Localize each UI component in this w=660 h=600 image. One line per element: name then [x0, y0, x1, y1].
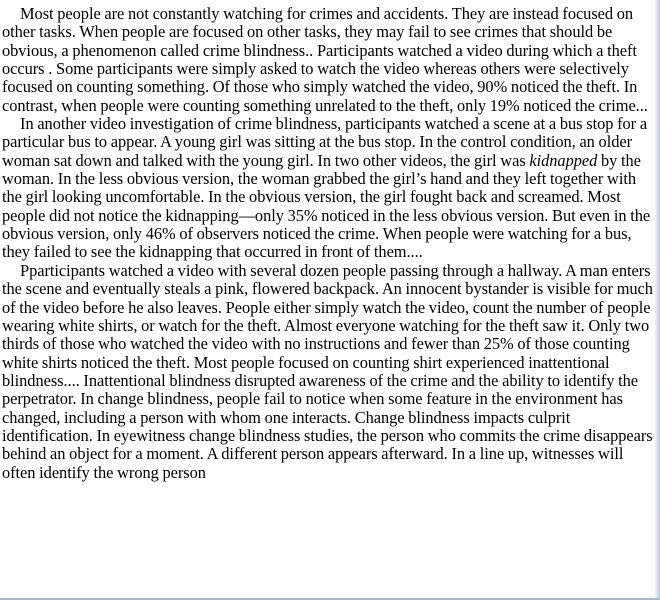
- paragraph-hallway-backpack-theft: [2, 262, 658, 482]
- paragraph-crime-blindness-intro: [2, 5, 658, 115]
- italic-text-run: kidnapped: [529, 150, 598, 170]
- text-run: In another video investigation of crime blindness, participants watched a scene at a bus stop for a particular bus to appear. A young girl was sitting at the bus stop. In the control condition, an older woman sat down and talked with the young girl. In two other videos, the girl was: [2, 114, 648, 170]
- text-run: by the woman. In the less obvious version, the woman grabbed the girl’s hand and they left together with the girl looking uncomfortable. In the obvious version, the girl fought back and screamed. Most people did not notice the kidnapping—only 35% noticed in the less obvious version. But even in the obvious version, only 46% of observers noticed the crime. When people were watching for a bus, they failed to see the kidnapping that occurred in front of them....: [2, 150, 651, 262]
- document-text-body: [2, 5, 658, 482]
- text-run: Most people are not constantly watching for crimes and accidents. They are instead focused on other tasks. When people are focused on other tasks, they may fail to see crimes that should be obvious, a phenomenon called crime blindness.. Participants watched a video during which a theft occurs . Some participants were simply asked to watch the video whereas others were selectively focused on counting something. Of those who simply watched the video, 90% noticed the theft. In contrast, when people were counting something unrelated to the theft, only 19% noticed the crime...: [2, 4, 648, 115]
- window-right-border: [655, 0, 660, 600]
- text-run: Pparticipants watched a video with several dozen people passing through a hallway. A man enters the scene and eventually steals a pink, flowered backpack. An innocent bystander is visible for much of the video before he also leaves. People either simply watch the video, count the number of people wearing white shirts, or watch for the theft. Almost everyone watching for the theft saw it. Only two thirds of those who watched the video with no instructions and fewer than 25% of those counting white shirts noticed the theft. Most people focused on counting shirt experienced inattentional blindness.... Inattentional blindness disrupted awareness of the crime and the ability to identify the perpetrator. In change blindness, people fail to notice when some feature in the environment has changed, including a person with whom one interacts. Change blindness impacts culprit identification. In eyewitness change blindness studies, the person who commits the crime disappears behind an object for a moment. A different person appears afterward. In a line up, witnesses will often identify the wrong person: [2, 260, 653, 482]
- paragraph-bus-stop-kidnapping: [2, 115, 658, 262]
